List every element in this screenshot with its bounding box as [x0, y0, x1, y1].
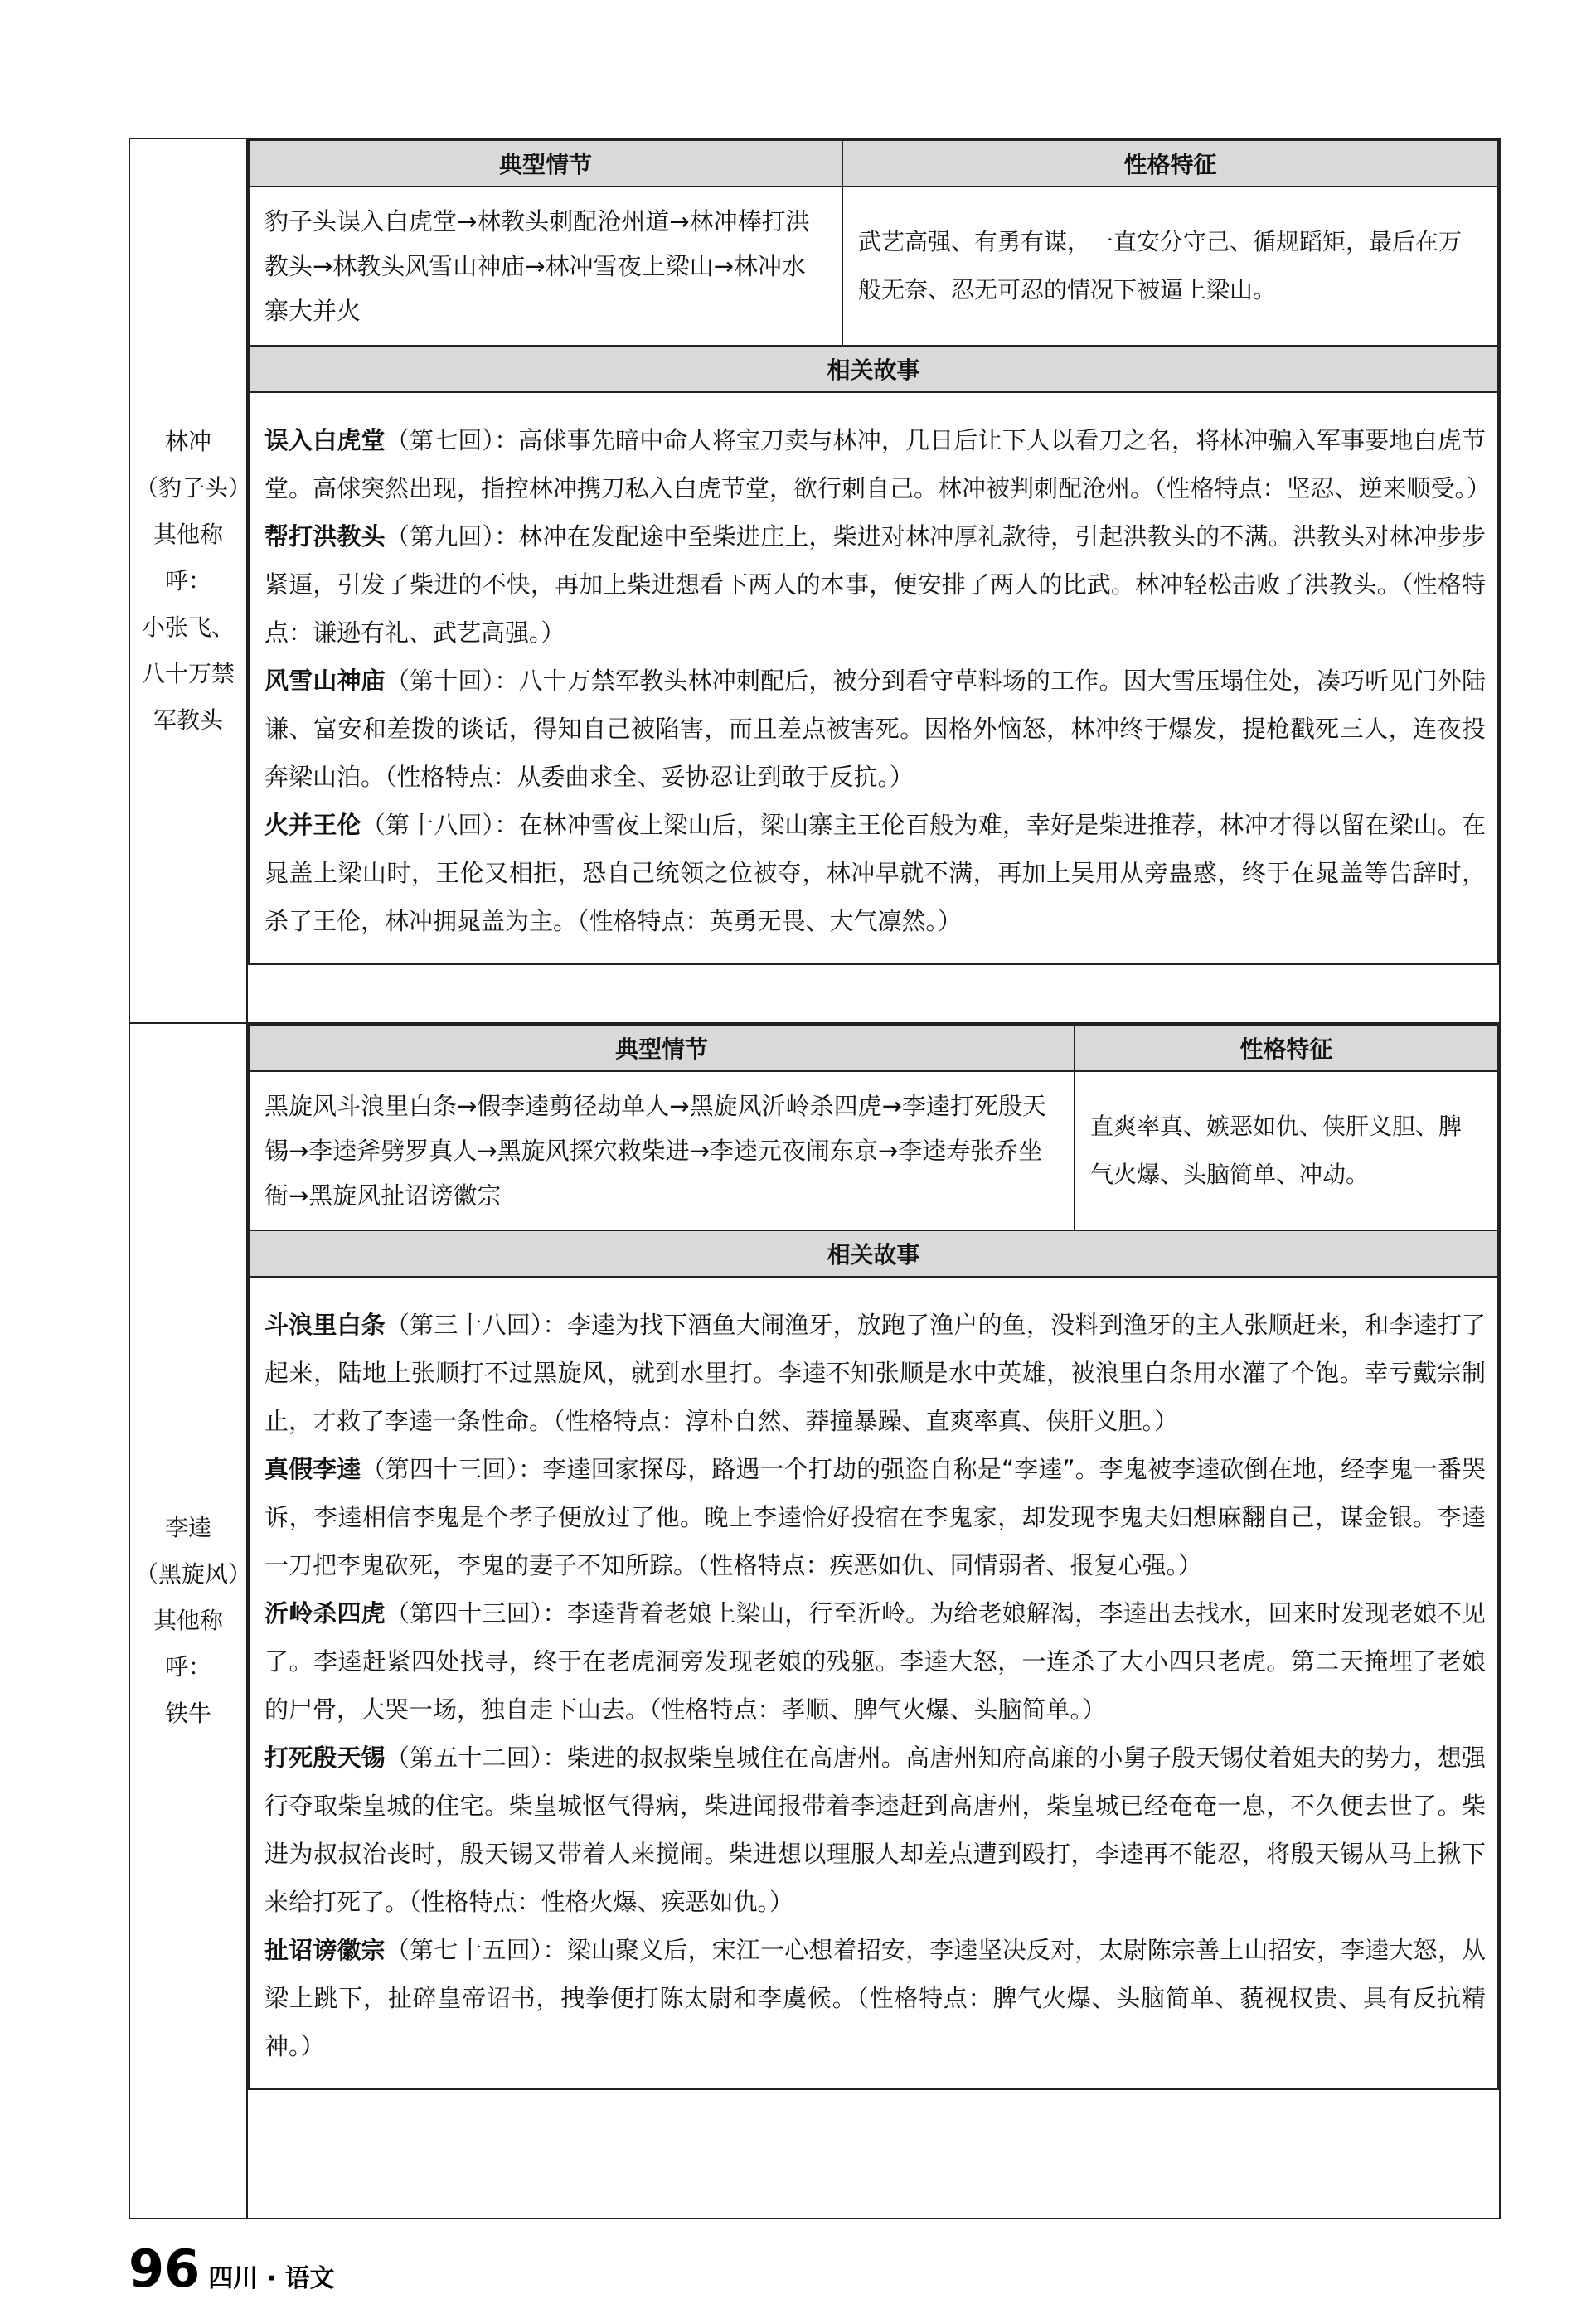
alias-label: 其他称呼：: [153, 1607, 223, 1681]
story-item: [264, 1589, 1486, 1734]
story-item: [264, 1301, 1486, 1445]
plot-trait-table: [248, 139, 1499, 965]
character-alias: 铁牛: [164, 1700, 211, 1727]
story-title: 斗浪里白条: [264, 1311, 386, 1339]
story-title: 风雪山神庙: [264, 667, 386, 695]
character-name: 李逵: [164, 1514, 211, 1541]
trait-header: 性格特征: [842, 140, 1498, 187]
story-title: 火并王伦: [264, 811, 361, 839]
story-text: （第九回）：林冲在发配途中至柴进庄上，柴进对林冲厚礼款待，引起洪教头的不满。洪教头对林冲步步紧逼，引发了柴进的不快，再加上柴进想看下两人的本事，便安排了两人的比武。林冲轻松击败了洪教头。（性格特点：谦逊有礼、武艺高强。）: [264, 522, 1486, 647]
character-name: 林冲: [164, 427, 211, 455]
story-section: [249, 392, 1498, 964]
story-text: （第七十五回）：梁山聚义后，宋江一心想着招安，李逵坚决反对，太尉陈宗善上山招安，李逵大怒，从梁上跳下，扯碎皇帝诏书，拽拳便打陈太尉和李虞候。（性格特点：脾气火爆、头脑简单、藐视权贵、具有反抗精神。）: [264, 1936, 1486, 2060]
story-text: （第三十八回）：李逵为找下酒鱼大闹渔牙，放跑了渔户的鱼，没料到渔牙的主人张顺赶来，和李逵打了起来，陆地上张顺打不过黑旋风，就到水里打。李逵不知张顺是水中英雄，被浪里白条用水灌了个饱。幸亏戴宗制止，才救了李逵一条性命。（性格特点：淳朴自然、莽撞暴躁、直爽率真、侠肝义胆。）: [264, 1311, 1486, 1435]
character-table: [129, 138, 1501, 2219]
story-item: [264, 1926, 1486, 2070]
story-item: [264, 1445, 1486, 1589]
trait-text: 直爽率真、嫉恶如仇、侠肝义胆、脾气火爆、头脑简单、冲动。: [1075, 1071, 1498, 1230]
story-title: 打死殷天锡: [264, 1744, 386, 1772]
story-item: [264, 657, 1486, 801]
story-section: [249, 1277, 1498, 2089]
character-alias: 小张飞、八十万禁军教头: [141, 613, 235, 734]
character-row-linchong: [129, 138, 1500, 1023]
story-header: 相关故事: [249, 1230, 1498, 1277]
subject-label: 四川 · 语文: [208, 2264, 335, 2293]
story-title: 误入白虎堂: [264, 426, 386, 454]
character-row-likui: [129, 1023, 1500, 2219]
story-title: 真假李逵: [264, 1455, 361, 1483]
plot-header: 典型情节: [249, 140, 842, 187]
story-title: 扯诏谤徽宗: [264, 1936, 386, 1964]
story-item: [264, 512, 1486, 657]
plot-text: 黑旋风斗浪里白条→假李逵剪径劫单人→黑旋风沂岭杀四虎→李逵打死殷天锡→李逵斧劈罗真人→黑旋风探穴救柴进→李逵元夜闹东京→李逵寿张乔坐衙→黑旋风扯诏谤徽宗: [249, 1071, 1075, 1230]
story-text: （第四十三回）：李逵背着老娘上梁山，行至沂岭。为给老娘解渴，李逵出去找水，回来时发现老娘不见了。李逵赶紧四处找寻，终于在老虎洞旁发现老娘的残躯。李逵大怒，一连杀了大小四只老虎。第二天掩埋了老娘的尸骨，大哭一场，独自走下山去。（性格特点：孝顺、脾气火爆、头脑简单。）: [264, 1599, 1486, 1724]
plot-header: 典型情节: [249, 1025, 1075, 1071]
story-item: [264, 416, 1492, 512]
story-text: （第七回）：高俅事先暗中命人将宝刀卖与林冲，几日后让下人以看刀之名，将林冲骗入军事要地白虎节堂。高俅突然出现，指控林冲携刀私入白虎节堂，欲行刺自己。林冲被判刺配沧州。（性格特点：坚忍、逆来顺受。）: [264, 426, 1492, 502]
character-content: [247, 1023, 1500, 2219]
story-text: （第五十二回）：柴进的叔叔柴皇城住在高唐州。高唐州知府高廉的小舅子殷天锡仗着姐夫的势力，想强行夺取柴皇城的住宅。柴皇城怄气得病，柴进闻报带着李逵赶到高唐州，柴皇城已经奄奄一息，不久便去世了。柴进为叔叔治丧时，殷天锡又带着人来搅闹。柴进想以理服人却差点遭到殴打，李逵再不能忍，将殷天锡从马上揪下来给打死了。（性格特点：性格火爆、疾恶如仇。）: [264, 1744, 1486, 1916]
character-name-cell: [129, 138, 252, 1023]
trait-text: 武艺高强、有勇有谋，一直安分守己、循规蹈矩，最后在万般无奈、忍无可忍的情况下被逼上梁山。: [842, 187, 1498, 346]
story-item: [264, 801, 1486, 945]
plot-text: 豹子头误入白虎堂→林教头刺配沧州道→林冲棒打洪教头→林教头风雪山神庙→林冲雪夜上梁山→林冲水寨大并火: [249, 187, 842, 346]
character-nickname: （豹子头）: [135, 473, 252, 502]
character-content: [247, 138, 1500, 1023]
alias-label: 其他称呼：: [153, 520, 223, 594]
story-item: [264, 1734, 1486, 1926]
page-number: 96: [129, 2238, 201, 2299]
story-text: （第十八回）：在林冲雪夜上梁山后，梁山寨主王伦百般为难，幸好是柴进推荐，林冲才得以留在梁山。在晁盖上梁山时，王伦又相拒，恐自己统领之位被夺，林冲早就不满，再加上吴用从旁蛊惑，终于在晁盖等告辞时，杀了王伦，林冲拥晁盖为主。（性格特点：英勇无畏、大气凛然。）: [264, 811, 1486, 935]
story-text: （第十回）：八十万禁军教头林冲刺配后，被分到看守草料场的工作。因大雪压塌住处，凑巧听见门外陆谦、富安和差拨的谈话，得知自己被陷害，而且差点被害死。因格外恼怒，林冲终于爆发，提枪戳死三人，连夜投奔梁山泊。（性格特点：从委曲求全、妥协忍让到敢于反抗。）: [264, 667, 1486, 791]
story-text: （第四十三回）：李逵回家探母，路遇一个打劫的强盗自称是“李逵”。李鬼被李逵砍倒在地，经李鬼一番哭诉，李逵相信李鬼是个孝子便放过了他。晚上李逵恰好投宿在李鬼家，却发现李鬼夫妇想麻翻自己，谋金银。李逵一刀把李鬼砍死，李鬼的妻子不知所踪。（性格特点：疾恶如仇、同情弱者、报复心强。）: [264, 1455, 1486, 1579]
story-title: 沂岭杀四虎: [264, 1599, 386, 1627]
trait-header: 性格特征: [1075, 1025, 1498, 1071]
page-footer: [129, 2238, 335, 2299]
character-nickname: （黑旋风）: [135, 1560, 252, 1588]
character-name-cell: [129, 1023, 252, 2219]
plot-trait-table: [248, 1024, 1499, 2090]
story-title: 帮打洪教头: [264, 522, 386, 550]
story-header: 相关故事: [249, 346, 1498, 392]
